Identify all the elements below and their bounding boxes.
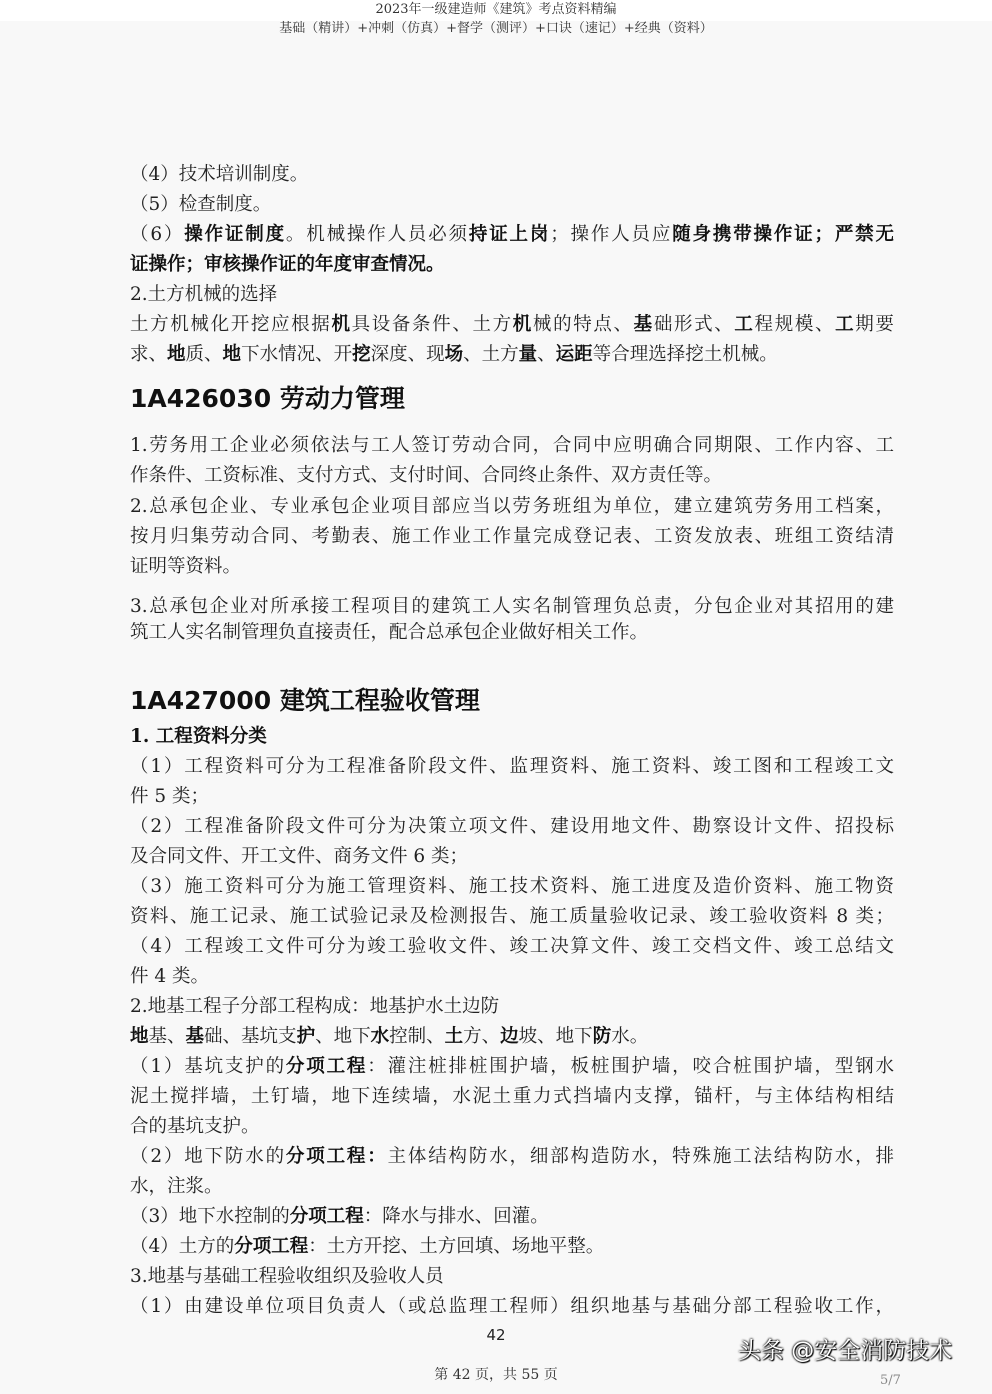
text-line [130,223,894,247]
text: 作条件、工资标准、支付方式、支付时间、合同终止条件、双方责任等。 [130,465,723,486]
text: （5）检查制度。 [130,194,272,215]
bold-text: 机 [512,314,533,335]
text-line [130,1145,894,1169]
text: 程规模、 [754,314,836,335]
text: 、土方 [463,344,519,365]
text: 下水情况、开 [241,344,353,365]
text: 期要 [855,314,894,335]
section-heading-acceptance: 1A427000 建筑工程验收管理 [130,686,480,715]
text: 2.地基工程子分部工程构成：地基护水土边防 [130,996,500,1017]
bold-text: 持证上岗 [468,224,551,245]
text: 及合同文件、开工文件、商务文件 6 类； [130,846,469,867]
text: 坡、地下 [518,1026,593,1047]
bold-text: 工 [835,314,856,335]
text: ：灌注桩排桩围护墙，板桩围护墙，咬合桩围护墙，型钢水 [367,1056,894,1077]
text-line [130,1085,894,1109]
bold-text: 机 [331,314,352,335]
text: 方、 [463,1026,501,1047]
text: 证明等资料。 [130,556,242,577]
text: ：降水与排水、回灌。 [363,1206,549,1227]
text-line [130,193,894,217]
text: 件 5 类； [130,786,210,807]
text: （1）工程资料可分为工程准备阶段文件、监理资料、施工资料、竣工图和工程竣工文 [130,756,894,777]
watermark: 头条 @安全消防技术 [738,1338,953,1364]
text: 具设备条件、土方 [351,314,513,335]
bold-text: 基 [185,1026,205,1047]
text: 合的基坑支护。 [130,1116,260,1137]
bold-text: 工 [734,314,755,335]
bold-text: 护 [296,1026,316,1047]
text-line [130,464,894,488]
text: ：土方开挖、土方回填、场地平整。 [308,1236,605,1257]
text-line [130,875,894,899]
text-line [130,1115,894,1139]
doc-header-title: 2023年一级建造师《建筑》考点资料精编 [375,2,617,17]
text: 求、 [130,344,168,365]
text-line [130,343,894,367]
bold-text: 证操作；审核操作证的年度审查情况。 [130,254,445,275]
text-line [130,1175,894,1199]
bold-text: 基 [633,314,654,335]
text-line [130,313,894,337]
text-line [130,595,894,619]
text-line [130,725,894,749]
text: 基、 [148,1026,186,1047]
bold-text: 地 [222,344,242,365]
text: 、 [537,344,556,365]
bold-text: 量 [518,344,538,365]
text-line [130,283,894,307]
text-line [130,815,894,839]
bold-text: 分项工程 [289,1206,364,1227]
text: 主体结构防水，细部构造防水，特殊施工法结构防水，排 [387,1146,894,1167]
text: 。机械操作人员必须 [285,224,469,245]
text: （3）地下水控制的 [130,1206,290,1227]
bold-text: 场 [444,344,464,365]
bold-text: 1. 工程资料分类 [130,726,267,747]
text-line [130,1055,894,1079]
text-line [130,995,894,1019]
text-line [130,935,894,959]
text: （1）由建设单位项目负责人（或总监理工程师）组织地基与基础分部工程验收工作， [130,1296,894,1317]
section-heading-labor: 1A426030 劳动力管理 [130,384,405,413]
bold-text: 边 [500,1026,519,1047]
bold-text: 分项工程 [234,1236,309,1257]
text: （2）工程准备阶段文件可分为决策立项文件、建设用地文件、勘察设计文件、招投标 [130,816,894,837]
bold-text: 水 [370,1026,390,1047]
text-line [130,845,894,869]
text-line [130,555,894,579]
text: 等合理选择挖土机械。 [592,344,778,365]
bold-text: 操作证制度 [184,224,286,245]
text: （4）工程竣工文件可分为竣工验收文件、竣工决算文件、竣工交档文件、竣工总结文 [130,936,894,957]
text: 泥土搅拌墙，土钉墙，地下连续墙，水泥土重力式挡墙内支撑，锚杆，与主体结构相结 [130,1086,894,1107]
text: 水。 [611,1026,649,1047]
text: 械的特点、 [532,314,634,335]
image-counter: 5/7 [880,1373,901,1388]
bold-text: 挖 [352,344,371,365]
text-line [130,755,894,779]
text: 筑工人实名制管理负直接责任，配合总承包企业做好相关工作。 [130,622,649,643]
text-line [130,253,894,277]
bold-text: 分项工程： [285,1146,388,1167]
text-line [130,495,894,519]
text-line [130,434,894,458]
doc-header-subtitle: 基础（精讲）+冲刺（仿真）+督学（测评）+口诀（速记）+经典（资料） [279,21,713,36]
bold-text: 随身携带操作证；严禁无 [672,224,894,245]
text: （6） [130,224,185,245]
text: 资料、施工记录、施工试验记录及检测报告、施工质量验收记录、竣工验收资料 8 类； [130,906,894,927]
text: （2）地下防水的 [130,1146,286,1167]
text-line [130,905,894,929]
text-line [130,785,894,809]
bold-text: 地 [130,1026,149,1047]
page-footer: 第 42 页，共 55 页 [434,1367,558,1383]
text: 础、基坑支 [204,1026,297,1047]
text: 深度、现 [370,344,445,365]
text-line [130,1025,894,1049]
text: 件 4 类。 [130,966,210,987]
text: （4）技术培训制度。 [130,164,309,185]
text-line [130,1265,894,1289]
text-line [130,1295,894,1319]
text: 3.地基与基础工程验收组织及验收人员 [130,1266,444,1287]
bold-text: 运距 [555,344,593,365]
text: 土方机械化开挖应根据 [130,314,332,335]
text: （4）土方的 [130,1236,235,1257]
text: 按月归集劳动合同、考勤表、施工作业工作量完成登记表、工资发放表、班组工资结清 [130,526,894,547]
text: 2.总承包企业、专业承包企业项目部应当以劳务班组为单位，建立建筑劳务用工档案， [130,496,894,517]
bold-text: 地 [167,344,186,365]
text: 2.土方机械的选择 [130,284,278,305]
text: （1）基坑支护的 [130,1056,286,1077]
text: 、地下 [315,1026,371,1047]
text-line [130,163,894,187]
text: （3）施工资料可分为施工管理资料、施工技术资料、施工进度及造价资料、施工物资 [130,876,894,897]
text: 3.总承包企业对所承接工程项目的建筑工人实名制管理负总责，分包企业对其招用的建 [130,596,894,617]
page-number: 42 [486,1326,506,1344]
text: 础形式、 [653,314,735,335]
text-line [130,965,894,989]
text: 水，注浆。 [130,1176,223,1197]
text-line [130,621,894,645]
bold-text: 防 [592,1026,612,1047]
text: ；操作人员应 [550,224,673,245]
text: 控制、 [389,1026,445,1047]
text-line [130,1235,894,1259]
text-line [130,525,894,549]
text-line [130,1205,894,1229]
text: 1.劳务用工企业必须依法与工人签订劳动合同，合同中应明确合同期限、工作内容、工 [130,435,894,456]
bold-text: 土 [444,1026,464,1047]
text: 质、 [185,344,223,365]
bold-text: 分项工程 [285,1056,368,1077]
